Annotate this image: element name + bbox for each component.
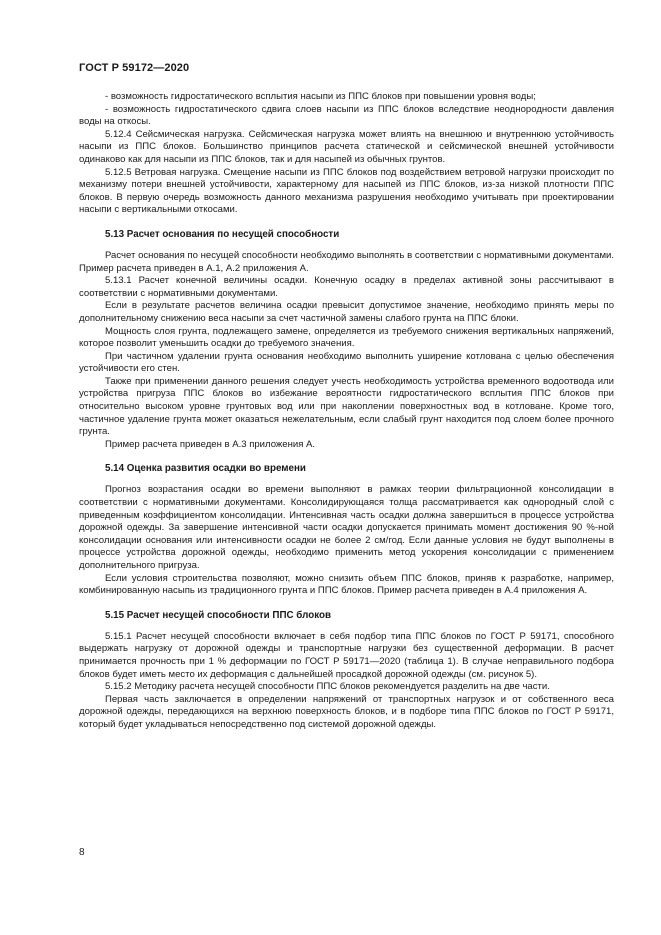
paragraph: - возможность гидростатического сдвига слоев насыпи из ППС блоков вследствие неоднородности давления воды на откосы. — [79, 103, 614, 128]
paragraph: Расчет основания по несущей способности необходимо выполнять в соответствии с нормативными документами. Пример расчета приведен в А.1, А.2 приложения А. — [79, 249, 614, 274]
paragraph: 5.12.4 Сейсмическая нагрузка. Сейсмическая нагрузка может влиять на внешнюю и внутреннюю устойчивость насыпи из ППС блоков. Большинство принципов расчета статической и сейсмической внешней устойчивости одинаково как для насыпи из ППС блоков, так и для насыпей из обычных грунтов. — [79, 128, 614, 165]
paragraph: Если в результате расчетов величина осадки превысит допустимое значение, необходимо принять меры по дополнительному снижению веса насыпи за счет частичной замены слабого грунта на ППС блоки. — [79, 300, 614, 324]
paragraph: - возможность гидростатического всплытия насыпи из ППС блоков при повышении уровня воды; — [105, 91, 536, 102]
paragraph: 5.13.1 Расчет конечной величины осадки. Конечную осадку в пределах активной зоны рассчитывают в соответствии с нормативными документами. — [79, 275, 614, 299]
page-number: 8 — [79, 847, 85, 858]
paragraph: 5.15.1 Расчет несущей способности включает в себя подбор типа ППС блоков по ГОСТ Р 59171, способного выдержать нагрузку от дорожной одежды и транспортные нагрузки без существенной деформации. В расчет принимается прочность при 1 % деформации по ГОСТ Р 59171—2020 (таблица 1). В случае неправильного подбора блоков будет иметь место их деформация с дальнейшей просадкой дорожной одежды (см. рисунок 5). — [79, 630, 614, 680]
paragraph: Первая часть заключается в определении напряжений от транспортных нагрузок и от собственного веса дорожной одежды, передающихся на верхнюю поверхность блоков, и в подборе типа ППС блоков по ГОСТ Р 59171, который будет укладываться непосредственно под системой дорожной одежды. — [79, 693, 614, 730]
section-heading-5-15: 5.15 Расчет несущей способности ППС блоков — [105, 609, 331, 621]
section-heading-5-14: 5.14 Оценка развития осадки во времени — [105, 463, 306, 475]
paragraph: Если условия строительства позволяют, можно снизить объем ППС блоков, приняв к разработке, например, комбинированную насыпь из традиционного грунта и ППС блоков. Пример расчета приведен в А.4 приложения А. — [79, 572, 614, 597]
paragraph: 5.12.5 Ветровая нагрузка. Смещение насыпи из ППС блоков под воздействием ветровой нагрузки происходит по механизму потери внешней устойчивости, характерному для насыпей из ППС блоков, из-за низкой плотности ППС блоков. В первую очередь возможность данного механизма разрушения необходимо учитывать при проектировании насыпи с вертикальными откосами. — [79, 166, 614, 216]
paragraph: Прогноз возрастания осадки во времени выполняют в рамках теории фильтрационной консолидации в соответствии с нормативными документами. Консолидирующаяся толща рассматривается как однородный слой с приведенным коэффициентом консолидации. Интенсивная часть осадки должна завершиться в процессе устройства дорожной одежды. За завершение интенсивной части осадки допускается принимать момент достижения 90 %-ной консолидации основания или интенсивности осадки не более 2 см/год. Если данные условия не будут выполнены в процессе устройства дорожной одежды, необходимо применить метод ускорения консолидации с применением дополнительного пригруза. — [79, 484, 614, 571]
page-header-standard: ГОСТ Р 59172—2020 — [79, 62, 190, 74]
paragraph: При частичном удалении грунта основания необходимо выполнить уширение котлована с целью обеспечения устойчивости его стен. — [79, 350, 614, 375]
section-heading-5-13: 5.13 Расчет основания по несущей способности — [105, 228, 340, 240]
paragraph: 5.15.2 Методику расчета несущей способности ППС блоков рекомендуется разделить на две части. — [105, 681, 550, 693]
paragraph: Мощность слоя грунта, подлежащего замене, определяется из требуемого снижения вертикальных напряжений, которое позволит уменьшить осадки до требуемого значения. — [79, 325, 614, 350]
paragraph: Также при применении данного решения следует учесть необходимость устройства временного водоотвода или устройства пригруза ППС блоков во избежание вероятности гидростатического всплытия ППС блоков при относительно высоком уровне грунтовых вод или при накоплении поверхностных вод в котловане. Кроме того, частичное удаление грунта может оказаться нежелательным, если слабый грунт находится под слоем более прочного грунта. — [79, 375, 614, 438]
paragraph: Пример расчета приведен в А.3 приложения А. — [105, 438, 316, 450]
page-body — [79, 91, 614, 732]
